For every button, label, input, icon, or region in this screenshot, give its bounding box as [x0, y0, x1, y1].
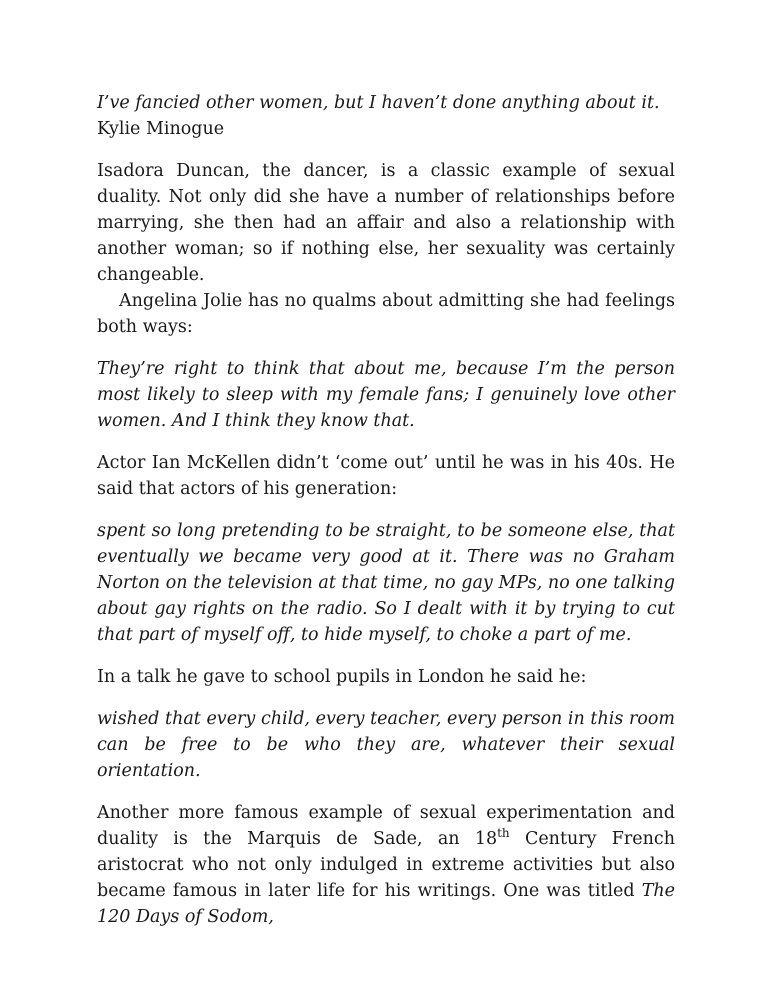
- quote-ian-mckellen: spent so long pretending to be straight, to be someone else, that eventually we became very good at it. There was no Graham Norton on the television at that time, no gay MPs, no one talking about gay rights on the radio. So I dealt with it by trying to cut that part of myself off, to hide myself, to choke a part of me.: [97, 521, 675, 645]
- epigraph-quote: I’ve fancied other women, but I haven’t done anything about it.: [97, 93, 660, 113]
- epigraph-author: Kylie Minogue: [97, 119, 225, 139]
- paragraph-isadora-duncan: Isadora Duncan, the dancer, is a classic example of sexual duality. Not only did she have a number of relationships before marrying, she then had an affair and also a relationship with another woman; so if nothing else, her sexuality was certainly changeable.: [97, 161, 675, 285]
- book-title: The 120 Days of Sodom,: [97, 881, 675, 927]
- paragraph-school-talk: In a talk he gave to school pupils in London he said he:: [97, 667, 587, 687]
- paragraph-ian-mckellen: Actor Ian McKellen didn’t ‘come out’ until he was in his 40s. He said that actors of his generation:: [97, 453, 675, 499]
- paragraph-marquis-de-sade: [97, 800, 675, 930]
- quote-school-talk: wished that every child, every teacher, every person in this room can be free to be who they are, whatever their sexual orientation.: [97, 709, 675, 781]
- paragraph-angelina-jolie: Angelina Jolie has no qualms about admitting she had feelings both ways:: [97, 291, 675, 337]
- quote-angelina-jolie: They’re right to think that about me, because I’m the person most likely to sleep with my female fans; I genuinely love other women. And I think they know that.: [97, 359, 675, 431]
- paragraph-marquis-text-1: Another more famous example of sexual experimentation and duality is the Marquis de Sade, an 18: [97, 803, 675, 849]
- page-body: [97, 90, 675, 930]
- paragraph-marquis-text-2: Century French aristocrat who not only indulged in extreme activities but also became famous in later life for his writings. One was titled: [97, 829, 676, 901]
- ordinal-suffix: th: [497, 826, 510, 841]
